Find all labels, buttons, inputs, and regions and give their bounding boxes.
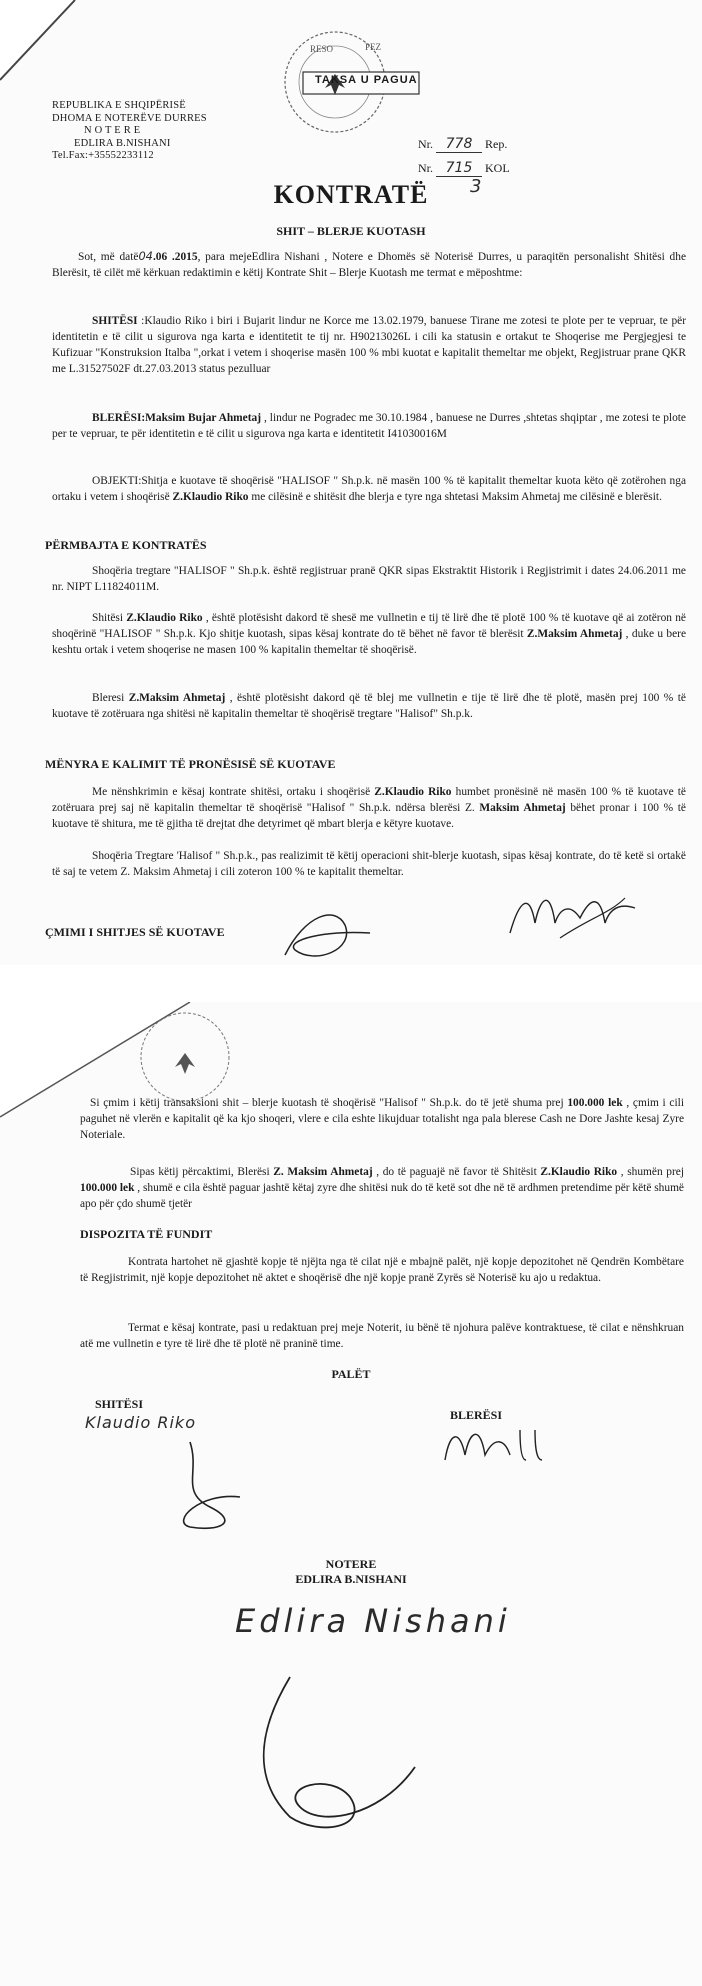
header-line-1: REPUBLIKA E SHQIPËRISË <box>52 100 186 111</box>
rep-number-handwritten: 778 <box>436 136 482 153</box>
buyer-label: BLERËSI:Maksim Bujar Ahmetaj <box>92 412 262 424</box>
object-paragraph: OBJEKTI:Shitja e kuotave të shoqërisë "HALISOF " Sh.p.k. në masën 100 % të kapitalit themeltar kuota këto që zotërohen nga ortaku i vetem i shoqërisë Z.Klaudio Riko me cilësinë e shitësit dhe blerja e tyre nga shtetasi Maksim Ahmetaj me cilësinë e blerësit. <box>52 475 686 503</box>
document-title: KONTRATË <box>273 180 429 209</box>
intro-paragraph: Sot, më datë04.06 .2015, para mejeEdlira Nishani , Notere e Dhomës së Noterisë Durres, u paraqitën personalisht Shitësi dhe Blerësit, të cilët më kërkuan redaktimin e këtij Kontrate Shit – Blerje Kuotash me termat e mëposhtme: <box>52 249 686 279</box>
seller-signature-label: SHITËSI <box>95 1397 144 1411</box>
notary-name-line-1: NOTERE <box>325 1557 377 1571</box>
content-paragraph-1: Shoqëria tregtare "HALISOF " Sh.p.k. është regjistruar pranë QKR sipas Ekstraktit Historik i Regjistrimit i dates 24.06.2011 me nr. NIPT L11824011M. <box>52 565 686 593</box>
header-line-2: DHOMA E NOTERËVE DURRES <box>52 112 207 124</box>
price-paragraph-1: Si çmim i këtij transaksioni shit – blerje kuotash të shoqërisë "Halisof " Sh.p.k. do të jetë shuma prej 100.000 lek , çmim i cili paguhet në vlerën e kapitalit që ka kjo shoqeri, vlere e cila eshte likujduar totalisht nga pala blerese Cash ne Dore Jashte kesaj Zyre Noteriale. <box>80 1097 684 1141</box>
notary-name-line-2: EDLIRA B.NISHANI <box>295 1572 407 1586</box>
kol-extra-handwritten: 3 <box>470 176 482 197</box>
notary-signature <box>230 1667 430 1837</box>
document-subtitle: SHIT – BLERJE KUOTASH <box>276 224 426 238</box>
stamp-fragment-left: RESO <box>310 44 334 54</box>
seller-signature-page2 <box>160 1432 260 1542</box>
content-paragraph-2: Shitësi Z.Klaudio Riko , është plotësisht dakord të shesë me vullnetin e tij të lirë dhe të plotë 100 % të kuotave që ai zotëron në shoqërinë "HALISOF " Sh.p.k. Kjo shitje kuotash, sipas kësaj kontrate do të bëhet në favor të blerësit Z.Maksim Ahmetaj , duke u bere keshtu ortak i vetem shoqerise ne masen 100 % kapitalin themeltar të shoqërisë. <box>52 612 686 656</box>
parties-heading: PALËT <box>331 1367 371 1381</box>
kol-number-handwritten: 715 <box>436 160 482 177</box>
final-paragraph-2: Termat e kësaj kontrate, pasi u redaktuan prej meje Noterit, iu bënë të njohura palëve kontraktuese, të cilat e nënshkruan atë me vullnetin e tyre të lirë dhe të plotë në praninë time. <box>80 1322 684 1350</box>
tax-paid-stamp <box>255 20 425 140</box>
section-sale-price: ÇMIMI I SHITJES SË KUOTAVE <box>45 925 225 939</box>
section-final-provisions: DISPOZITA TË FUNDIT <box>80 1227 213 1241</box>
rep-number: Nr. 778 Rep. <box>418 136 508 152</box>
buyer-signature-label: BLERËSI <box>450 1408 503 1422</box>
seller-paragraph: SHITËSI :Klaudio Riko i biri i Bujarit lindur ne Korce me 13.02.1979, banuese Tirane me zotesi te plote per te vepruar, te për identitetin e të cilit u sigurova nga karta e identitetit te tij nr. H90213026L i cili ka statusin e ortakut te Shoqerise me Pergjegjesi te Kufizuar "Konstruksion Italba ",orkat i vetem i shoqerise masën 100 % mbi kuotat e kapitalit themeltar me objekt, Regjistruar prane QKR me L.31527502F dt.27.03.2013 status pezulluar <box>52 315 686 375</box>
intro-day-handwritten: 04 <box>138 249 153 263</box>
section-ownership-transfer: MËNYRA E KALIMIT TË PRONËSISË SË KUOTAVE <box>45 757 336 771</box>
kol-number: Nr. 715 KOL <box>418 160 510 176</box>
seller-handwritten-name: Klaudio Riko <box>85 1413 196 1432</box>
stamp-fragment-right: PEZ <box>365 42 382 52</box>
contract-page-1 <box>0 0 702 965</box>
buyer-signature-page1 <box>500 878 640 948</box>
header-line-4: EDLIRA B.NISHANI <box>74 137 171 149</box>
transfer-paragraph-1: Me nënshkrimin e kësaj kontrate shitësi, ortaku i shoqërisë Z.Klaudio Riko humbet pronësinë në masën 100 % të kuotave të zotëruara prej saj në kapitalin themeltar të shoqërisë "Halisof " Sh.p.k. ndërsa blerësi Z. Maksim Ahmetaj bëhet pronar i 100 % të kuotave të shitura, me të gjitha të drejtat dhe detyrimet që mbart blerja e këtyre kuotave. <box>52 786 686 830</box>
seller-label: SHITËSI <box>92 315 138 327</box>
header-line-3: N O T E R E <box>84 125 141 136</box>
contract-page-2 <box>0 1002 702 1986</box>
notary-header <box>52 100 207 163</box>
folded-corner <box>0 0 80 85</box>
stamp-label: TAKSA U PAGUA <box>315 74 418 86</box>
price-paragraph-2: Sipas këtij përcaktimi, Blerësi Z. Maksim Ahmetaj , do të paguajë në favor të Shitësit Z.Klaudio Riko , shumën prej 100.000 lek , shumë e cila është paguar jashtë këtaj zyre dhe shitësi nuk do të ketë sot dhe në të ardhmen pretendime për këtë shumë apo për çdo shumë tjetër <box>80 1166 685 1210</box>
buyer-signature-page2 <box>440 1420 560 1470</box>
notary-handwritten-name: Edlira Nishani <box>235 1602 511 1640</box>
section-contract-content: PËRMBAJTA E KONTRATËS <box>45 538 207 552</box>
content-paragraph-3: Bleresi Z.Maksim Ahmetaj , është plotësisht dakord që të blej me vullnetin e tije të lirë dhe të plotë, masën prej 100 % të kuotave të zotëruara nga shitësi në kapitalin themeltar të shoqërisë tregtare "Halisof" Sh.p.k. <box>52 692 686 720</box>
header-line-5: Tel.Fax:+35552233112 <box>52 150 154 161</box>
final-paragraph-1: Kontrata hartohet në gjashtë kopje të njëjta nga të cilat një e mbajnë palët, një kopje depozitohet në Qendrën Kombëtare të Regjistrimit, një kopje depozitohet në aktet e shoqërisë dhe një kopje pranë Zyrës së Noterisë ku ajo u redaktua. <box>80 1256 684 1284</box>
transfer-paragraph-2: Shoqëria Tregtare 'Halisof " Sh.p.k., pas realizimit të këtij operacioni shit-blerje kuotash, sipas kësaj kontrate, do të ketë si ortakë të saj te vetem Z. Maksim Ahmetaj i cili zoteron 100 % te kapitalit themeltar. <box>52 850 686 878</box>
page-gap <box>0 965 702 1002</box>
buyer-paragraph: BLERËSI:Maksim Bujar Ahmetaj , lindur ne Pogradec me 30.10.1984 , banuese ne Durres ,shtetas shqiptar , me zotesi te plote per te vepruar, te për identitetin e të cilit u sigurova nga karta e identitetit I41030016M <box>52 412 686 440</box>
seller-signature-page1 <box>275 895 385 965</box>
